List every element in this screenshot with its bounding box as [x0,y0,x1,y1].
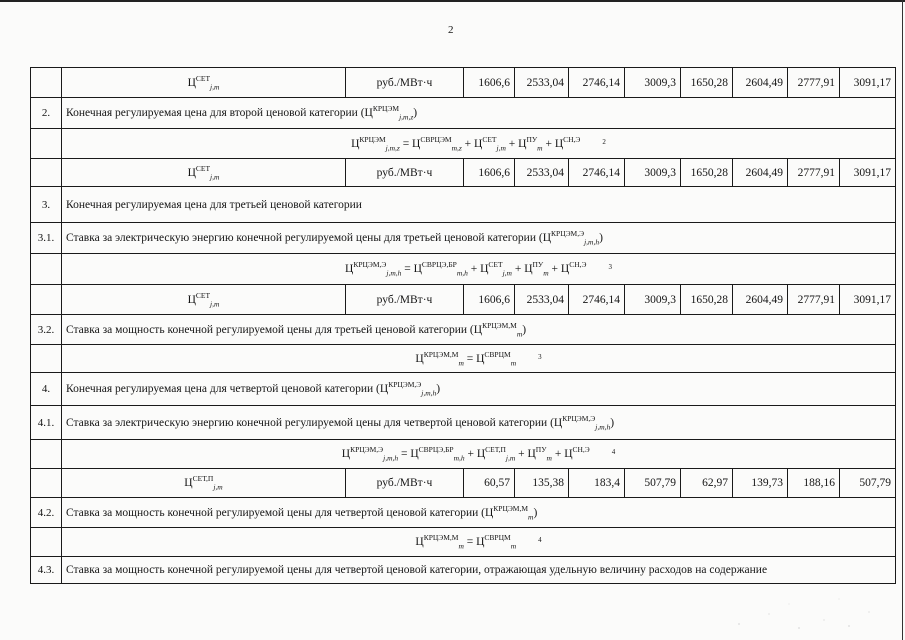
value-cell: 1650,28 [681,68,733,98]
value-cell: 188,16 [788,469,840,498]
section-title: Ставка за мощность конечной регулируемой цены для четвертой ценовой категории, отражающая удельную величину расходов на содержание [62,557,896,584]
value-cell: 2746,14 [569,159,625,187]
table-row [31,528,896,557]
value-cell: 2746,14 [569,68,625,98]
value-cell: 507,79 [840,469,896,498]
value-cell: 2533,04 [515,285,569,315]
table-row [31,159,896,187]
value-cell: 1606,6 [464,159,515,187]
empty-cell [31,68,62,98]
value-cell: 2604,49 [733,159,788,187]
section-title: Ставка за электрическую энергию конечной регулируемой цены для четвертой ценовой категории $(Ц^{КРЦЭМ,Э}_{j,m,h})$ [62,406,896,440]
section-number: 3. [31,187,62,223]
value-cell: 2533,04 [515,68,569,98]
empty-cell [31,345,62,373]
value-cell: 2746,14 [569,285,625,315]
page-right-rule [902,0,903,640]
table-row [31,285,896,315]
symbol-cell: $Ц^{СЕТ}_{j,m}$ [62,68,346,98]
value-cell: 3091,17 [840,285,896,315]
value-cell: 135,38 [515,469,569,498]
unit-cell: руб./МВт·ч [346,159,464,187]
table-row [31,68,896,98]
value-cell: 3091,17 [840,68,896,98]
value-cell: 139,73 [733,469,788,498]
table-row [31,129,896,159]
value-cell: 2533,04 [515,159,569,187]
section-number: 4.2. [31,498,62,528]
table-row [31,498,896,528]
table-row [31,315,896,345]
table-row [31,187,896,223]
empty-cell [31,469,62,498]
table-row [31,440,896,469]
formula-cell: $Ц^{КРЦЭМ,Э}_{j,m,h} = Ц^{СВРЦЭ,БР}_{m,h} + Ц^{СЕТ}_{j,m} + Ц^{ПУ}_m + Ц^{СН,Э}$ $^3$ [62,254,896,285]
table-row [31,557,896,584]
section-number: 4. [31,373,62,406]
value-cell: 2777,91 [788,159,840,187]
unit-cell: руб./МВт·ч [346,68,464,98]
table-row [31,345,896,373]
value-cell: 507,79 [625,469,681,498]
page-number: 2 [448,24,454,36]
section-title: Конечная регулируемая цена для третьей ценовой категории [62,187,896,223]
empty-cell [31,285,62,315]
footnote-ref: 4 [611,448,616,456]
unit-cell: руб./МВт·ч [346,469,464,498]
value-cell: 60,57 [464,469,515,498]
section-title: Ставка за мощность конечной регулируемой цены для третьей ценовой категории $(Ц^{КРЦЭМ,М}_m)$ [62,315,896,345]
value-cell: 1606,6 [464,285,515,315]
value-cell: 3009,3 [625,285,681,315]
section-number: 4.3. [31,557,62,584]
value-cell: 1606,6 [464,68,515,98]
unit-cell: руб./МВт·ч [346,285,464,315]
table-row [31,469,896,498]
value-cell: 2604,49 [733,285,788,315]
formula-cell: $Ц^{КРЦЭМ,М}_m = Ц^{СВРЦМ}_m^3$ [62,345,896,373]
section-title: Конечная регулируемая цена для второй ценовой категории $(Ц^{КРЦЭМ}_{j,m,z})$ [62,98,896,129]
formula-cell: $Ц^{КРЦЭМ,М}_m = Ц^{СВРЦМ}_m^4$ [62,528,896,557]
table-row [31,223,896,254]
value-cell: 3091,17 [840,159,896,187]
section-title: Ставка за мощность конечной регулируемой цены для четвертой ценовой категории $(Ц^{КРЦЭМ,М}_m)$ [62,498,896,528]
formula-cell: $Ц^{КРЦЭМ}_{j,m,z} = Ц^{СВРЦЭМ}_{m,z} + Ц^{СЕТ}_{j,m} + Ц^{ПУ}_m + Ц^{СН,Э}$ $^2$ [62,129,896,159]
value-cell: 1650,28 [681,159,733,187]
empty-cell [31,528,62,557]
empty-cell [31,440,62,469]
footnote-ref: 3 [538,352,542,361]
value-cell: 62,97 [681,469,733,498]
table-row [31,373,896,406]
empty-cell [31,254,62,285]
empty-cell [31,129,62,159]
table-row [31,98,896,129]
value-cell: 1650,28 [681,285,733,315]
table-row [31,406,896,440]
value-cell: 2777,91 [788,68,840,98]
page-top-rule [0,0,905,2]
section-number: 3.1. [31,223,62,254]
value-cell: 2604,49 [733,68,788,98]
symbol-cell: $Ц^{СЕТ}_{j,m}$ [62,285,346,315]
formula-cell: $Ц^{КРЦЭМ,Э}_{j,m,h} = Ц^{СВРЦЭ,БР}_{m,h} + Ц^{СЕТ,П}_{j,m} + Ц^{ПУ}_m + Ц^{СН,Э}$ $^4$ [62,440,896,469]
scan-noise [729,584,879,634]
section-title: Конечная регулируемая цена для четвертой ценовой категории $(Ц^{КРЦЭМ,Э}_{j,m,h})$ [62,373,896,406]
value-cell: 183,4 [569,469,625,498]
footnote-ref: 2 [602,137,606,146]
table-row [31,254,896,285]
tariff-table [30,67,896,584]
footnote-ref: 3 [608,263,612,271]
section-number: 3.2. [31,315,62,345]
footnote-ref: 4 [538,536,542,544]
section-number: 2. [31,98,62,129]
symbol-cell: $Ц^{СЕТ,П}_{j,m}$ [62,469,346,498]
symbol-cell: $Ц^{СЕТ}_{j,m}$ [62,159,346,187]
section-number: 4.1. [31,406,62,440]
value-cell: 3009,3 [625,159,681,187]
section-title: Ставка за электрическую энергию конечной регулируемой цены для третьей ценовой категории $(Ц^{КРЦЭМ,Э}_{j,m,h})$ [62,223,896,254]
value-cell: 2777,91 [788,285,840,315]
empty-cell [31,159,62,187]
value-cell: 3009,3 [625,68,681,98]
